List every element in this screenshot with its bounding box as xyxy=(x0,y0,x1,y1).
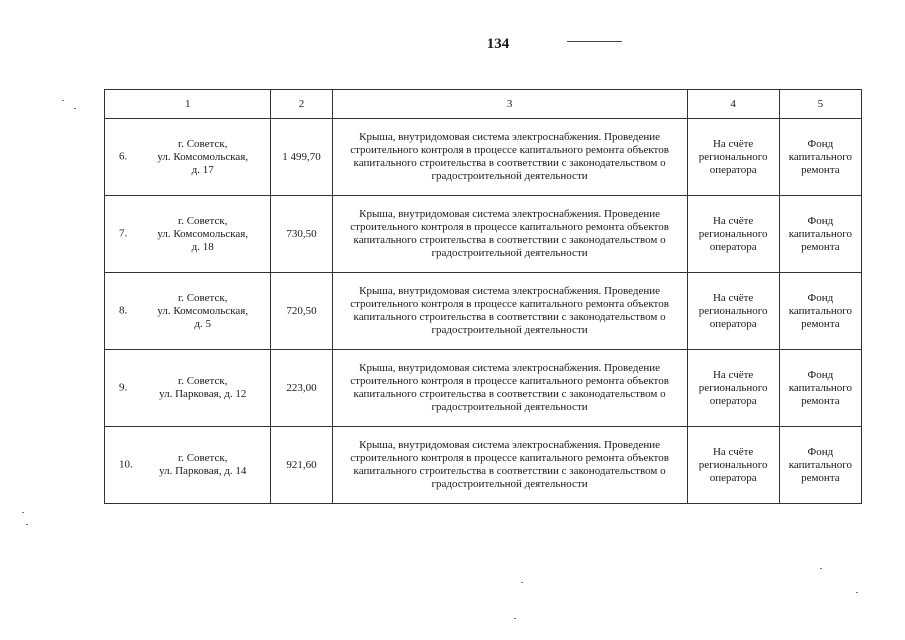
account-line: оператора xyxy=(709,240,757,253)
works-cell: Крыша, внутридомовая система электроснабжения. Проведение строительного контроля в процессе капитального ремонта объектов капитального строительства в соответствии с законодательством о градостроительной деятельности xyxy=(332,196,687,273)
address-text xyxy=(105,215,270,254)
fund-line: капитального xyxy=(788,381,852,394)
account-line: оператора xyxy=(709,317,757,330)
column-header: 3 xyxy=(332,90,687,119)
account-cell xyxy=(687,273,779,350)
row-number: 7. xyxy=(119,227,128,240)
row-number: 10. xyxy=(119,458,133,471)
fund-line: Фонд xyxy=(807,137,834,150)
fund-line: ремонта xyxy=(801,471,840,484)
account-line: На счёте xyxy=(712,214,754,227)
scan-speck xyxy=(820,568,822,569)
address-line: г. Советск, xyxy=(177,375,228,387)
fund-cell xyxy=(779,196,861,273)
address-text xyxy=(105,292,270,331)
address-line: г. Советск, xyxy=(177,291,228,304)
account-line: На счёте xyxy=(712,368,754,381)
address-line: г. Советск, xyxy=(177,214,228,227)
account-cell xyxy=(687,119,779,196)
works-cell: Крыша, внутридомовая система электроснабжения. Проведение строительного контроля в процессе капитального ремонта объектов капитального строительства в соответствии с законодательством о градостроительной деятельности xyxy=(332,427,687,504)
address-text xyxy=(105,138,270,177)
account-line: регионального xyxy=(698,458,768,471)
row-number: 8. xyxy=(119,304,128,317)
address-line: д. 17 xyxy=(191,163,214,176)
account-line: оператора xyxy=(709,471,757,484)
column-header: 1 xyxy=(105,90,271,119)
account-line: регионального xyxy=(698,227,768,240)
fund-cell xyxy=(779,427,861,504)
fund-line: ремонта xyxy=(801,394,840,407)
scan-speck xyxy=(22,512,24,513)
account-cell xyxy=(687,196,779,273)
scan-speck xyxy=(26,524,28,525)
address-cell xyxy=(105,350,271,427)
area-cell: 921,60 xyxy=(271,427,332,504)
column-header: 4 xyxy=(687,90,779,119)
scan-speck xyxy=(521,582,523,583)
scan-speck xyxy=(856,592,858,593)
table-row xyxy=(105,273,862,350)
address-line: ул. Парковая, д. 12 xyxy=(159,388,247,400)
address-cell xyxy=(105,196,271,273)
address-line: ул. Комсомольская, xyxy=(157,150,249,163)
account-line: регионального xyxy=(698,304,768,317)
area-cell: 223,00 xyxy=(271,350,332,427)
table-row xyxy=(105,427,862,504)
address-cell xyxy=(105,119,271,196)
page-number: 134 xyxy=(486,36,510,52)
account-line: На счёте xyxy=(712,291,754,304)
scan-speck xyxy=(74,108,76,109)
account-line: регионального xyxy=(698,381,768,394)
fund-line: капитального xyxy=(788,150,852,163)
fund-cell xyxy=(779,350,861,427)
area-cell: 1 499,70 xyxy=(271,119,332,196)
fund-line: Фонд xyxy=(807,368,834,381)
column-header: 5 xyxy=(779,90,861,119)
account-line: оператора xyxy=(709,394,757,407)
table-row xyxy=(105,196,862,273)
fund-cell xyxy=(779,119,861,196)
fund-line: капитального xyxy=(788,304,852,317)
address-line: д. 5 xyxy=(194,317,212,330)
fund-line: Фонд xyxy=(807,445,834,458)
area-cell: 720,50 xyxy=(271,273,332,350)
works-cell: Крыша, внутридомовая система электроснабжения. Проведение строительного контроля в процессе капитального ремонта объектов капитального строительства в соответствии с законодательством о градостроительной деятельности xyxy=(332,119,687,196)
fund-line: ремонта xyxy=(801,240,840,253)
address-line: г. Советск, xyxy=(177,452,228,464)
address-text xyxy=(105,375,270,401)
fund-line: Фонд xyxy=(807,291,834,304)
scan-speck xyxy=(62,100,64,101)
row-number: 6. xyxy=(119,150,128,163)
fund-cell xyxy=(779,273,861,350)
fund-line: ремонта xyxy=(801,317,840,330)
works-cell: Крыша, внутридомовая система электроснабжения. Проведение строительного контроля в процессе капитального ремонта объектов капитального строительства в соответствии с законодательством о градостроительной деятельности xyxy=(332,350,687,427)
row-number: 9. xyxy=(119,381,128,394)
address-line: ул. Парковая, д. 14 xyxy=(159,465,247,477)
address-line: ул. Комсомольская, xyxy=(157,227,249,240)
table-row xyxy=(105,350,862,427)
header-rule xyxy=(567,41,622,42)
account-line: На счёте xyxy=(712,137,754,150)
address-line: д. 18 xyxy=(191,240,214,253)
fund-line: ремонта xyxy=(801,163,840,176)
column-header: 2 xyxy=(271,90,332,119)
table-header-row xyxy=(105,90,862,119)
table-row xyxy=(105,119,862,196)
works-cell: Крыша, внутридомовая система электроснабжения. Проведение строительного контроля в процессе капитального ремонта объектов капитального строительства в соответствии с законодательством о градостроительной деятельности xyxy=(332,273,687,350)
address-line: ул. Комсомольская, xyxy=(157,304,249,317)
area-cell: 730,50 xyxy=(271,196,332,273)
fund-line: Фонд xyxy=(807,214,834,227)
account-cell xyxy=(687,427,779,504)
scan-speck xyxy=(514,618,516,619)
repair-works-table xyxy=(104,89,862,504)
account-line: На счёте xyxy=(712,445,754,458)
account-line: оператора xyxy=(709,163,757,176)
address-line: г. Советск, xyxy=(177,137,228,150)
fund-line: капитального xyxy=(788,458,852,471)
address-cell xyxy=(105,273,271,350)
fund-line: капитального xyxy=(788,227,852,240)
account-line: регионального xyxy=(698,150,768,163)
account-cell xyxy=(687,350,779,427)
address-cell xyxy=(105,427,271,504)
